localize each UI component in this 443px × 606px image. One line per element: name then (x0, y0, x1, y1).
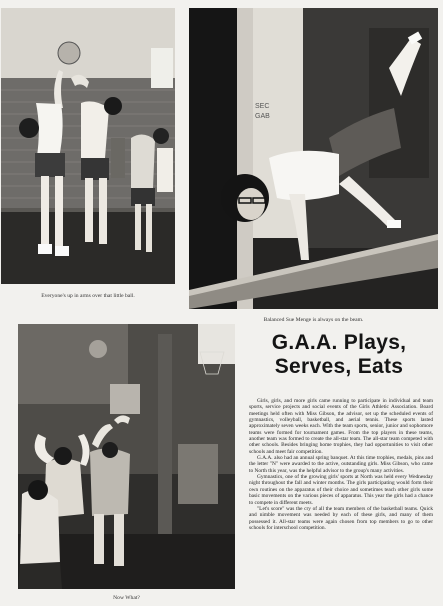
photo-balance-beam (189, 8, 438, 309)
article-headline (244, 331, 434, 379)
photo-volleyball (1, 8, 175, 284)
door-sign-line2: GAB (255, 113, 270, 120)
headline-line-2: Serves, Eats (274, 355, 404, 378)
headline-line-1: G.A.A. Plays, (271, 331, 407, 354)
photo-basketball (18, 324, 235, 589)
article-paragraph: Gymnastics, one of the growing girls' sports at North was held every Wednesday night throughout the fall and winter months. The girls participating would form their own routines on the apparatus of their choice and sometimes teach other girls some basic movements on the various pieces of apparatus. This year the girls had a chance to compete in different meets. (249, 474, 433, 506)
basketball-illustration (18, 324, 235, 589)
article-paragraph: "Let's score" was the cry of all the team members of the basketball teams. Quick and nimble movement was needed by each of these girls, and many of them possessed it. All-star teams were again chosen from top members to go to other schools for interschool competition. (249, 505, 433, 531)
article-body (249, 398, 433, 531)
caption-basketball: Now What? (113, 595, 140, 601)
caption-balance-beam: Balanced Sue Menge is always on the beam. (263, 317, 364, 323)
article-paragraph: Girls, girls, and more girls came running to participate in individual and team sports, service projects and social events of the Girls Athletic Association. Board meetings held often with Miss Gibson, the advisor, set up the scheduled events of gymnastics, volleyball, basketball, and aerial tennis. These sports lasted approximately seven weeks each. With the team sports, senior, junior and sophomore teams were formed for tournament games. From the top players in these teams, another team was formed to create the all-star team. The all-star team competed with other schools. Besides bringing home trophies, they had opportunities to visit other schools and meet fair competition. (249, 398, 433, 455)
caption-volleyball: Everyone's up in arms over that little ball. (41, 293, 135, 299)
door-sign-line1: SEC (255, 103, 270, 110)
volleyball-illustration (1, 8, 175, 284)
balance-beam-illustration (189, 8, 438, 309)
article-paragraph: G.A.A. also had an annual spring banquet. At this time trophies, medals, pins and the letter "N" were awarded to the active, outstanding girls. Miss Gibson, who came to North this year, was the helpful advisor to the group's many activities. (249, 455, 433, 474)
